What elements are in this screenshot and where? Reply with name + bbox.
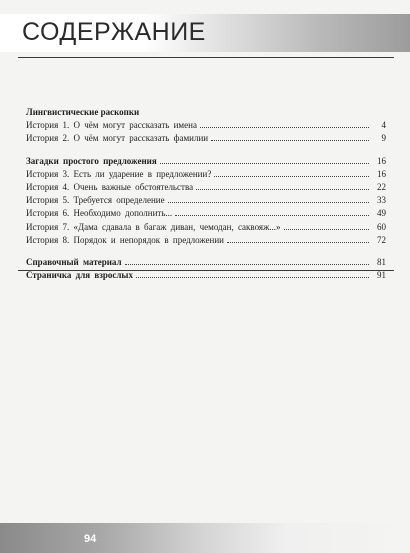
toc-entry-page: 22 bbox=[377, 182, 386, 193]
dot-leader bbox=[160, 163, 369, 164]
toc-entry-label: История 4. Очень важные обстоятельства bbox=[26, 182, 194, 193]
toc-section-2 bbox=[26, 155, 386, 247]
dot-leader bbox=[200, 127, 369, 128]
toc-entry-page: 72 bbox=[377, 234, 386, 245]
toc-entry[interactable] bbox=[26, 269, 386, 282]
dot-leader bbox=[136, 277, 369, 278]
toc-entry-label: Загадки простого предложения bbox=[26, 155, 157, 166]
dot-leader bbox=[227, 242, 369, 243]
toc-entry[interactable] bbox=[26, 119, 386, 132]
dot-leader bbox=[211, 140, 369, 141]
page-title: СОДЕРЖАНИЕ bbox=[22, 18, 206, 46]
page-number: 94 bbox=[84, 533, 97, 545]
footer-band bbox=[0, 523, 410, 553]
dot-leader bbox=[214, 176, 369, 177]
toc-entry-page: 60 bbox=[377, 221, 386, 232]
toc-entry-label: История 7. «Дама сдавала в багаж диван, чемодан, саквояж...» bbox=[26, 221, 281, 232]
toc-entry-label: История 3. Есть ли ударение в предложении? bbox=[26, 168, 212, 179]
content-divider bbox=[18, 270, 394, 271]
toc-entry-label: История 6. Необходимо дополнить... bbox=[26, 208, 173, 219]
toc-entry-page: 9 bbox=[381, 133, 386, 144]
toc-entry-label: История 2. О чём могут рассказать фамилии bbox=[26, 133, 209, 144]
toc-entry-page: 16 bbox=[377, 168, 386, 179]
toc-entry[interactable] bbox=[26, 155, 386, 168]
toc-entry-label: История 1. О чём могут рассказать имена bbox=[26, 120, 197, 131]
dot-leader bbox=[175, 215, 369, 216]
section-heading: Лингвистические раскопки bbox=[26, 107, 140, 117]
title-divider bbox=[18, 57, 394, 58]
dot-leader bbox=[284, 229, 369, 230]
toc-entry[interactable] bbox=[26, 234, 386, 247]
toc-entry-label: Справочный материал bbox=[26, 257, 122, 268]
table-of-contents bbox=[26, 106, 386, 291]
toc-entry-label: История 8. Порядок и непорядок в предложении bbox=[26, 234, 224, 245]
toc-entry[interactable] bbox=[26, 221, 386, 234]
dot-leader bbox=[125, 264, 369, 265]
toc-entry-label: История 5. Требуется определение bbox=[26, 195, 165, 206]
toc-entry[interactable] bbox=[26, 194, 386, 207]
toc-entry-page: 16 bbox=[377, 155, 386, 166]
toc-entry-page: 91 bbox=[377, 270, 386, 281]
toc-section-1 bbox=[26, 106, 386, 146]
toc-entry[interactable] bbox=[26, 207, 386, 220]
toc-entry[interactable] bbox=[26, 181, 386, 194]
toc-entry[interactable] bbox=[26, 168, 386, 181]
toc-entry-page: 49 bbox=[377, 208, 386, 219]
toc-entry[interactable] bbox=[26, 256, 386, 269]
toc-entry-page: 4 bbox=[381, 120, 386, 131]
toc-entry-page: 33 bbox=[377, 195, 386, 206]
dot-leader bbox=[168, 202, 369, 203]
toc-entry[interactable] bbox=[26, 132, 386, 145]
toc-entry-label: Страничка для взрослых bbox=[26, 270, 133, 281]
dot-leader bbox=[196, 189, 369, 190]
toc-entry-page: 81 bbox=[377, 257, 386, 268]
